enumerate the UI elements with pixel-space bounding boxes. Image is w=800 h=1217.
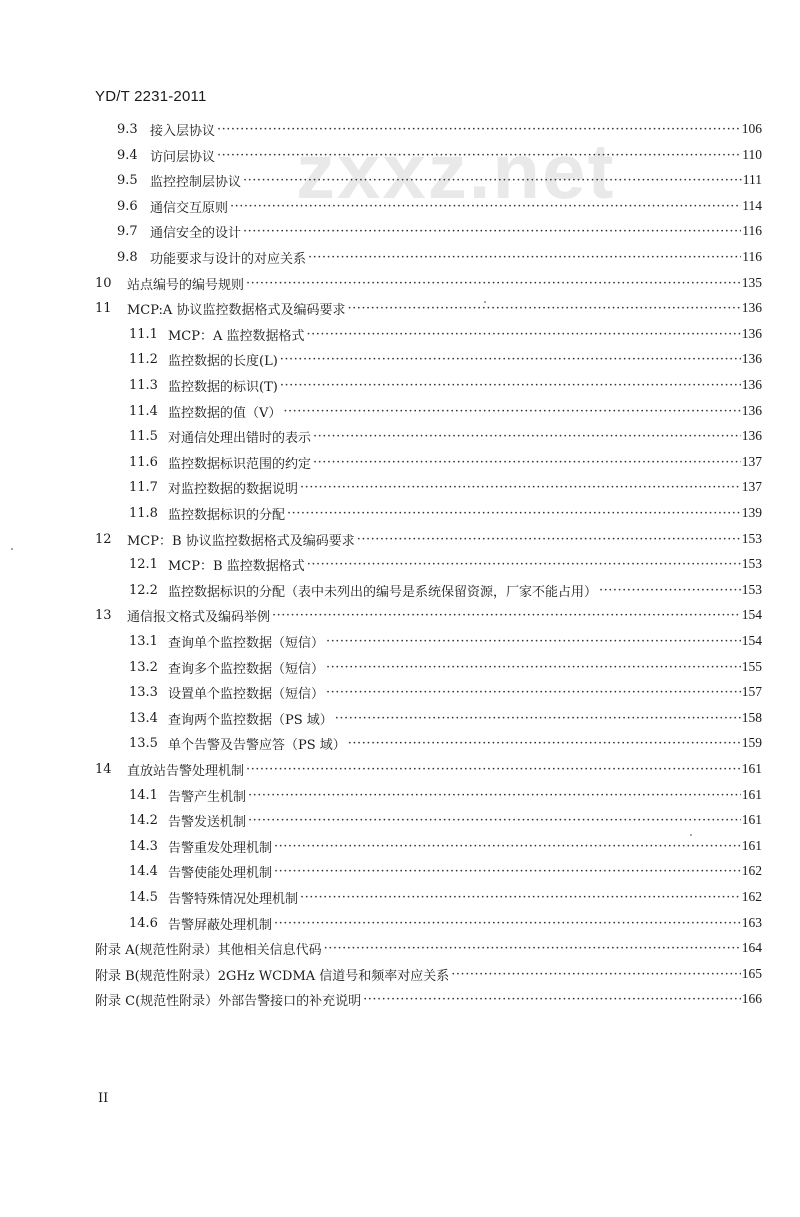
toc-entry-page: 161 [741, 838, 762, 853]
toc-entry-title: 监控数据标识的分配 [168, 507, 286, 523]
toc-entry-number: 12.1 [129, 556, 158, 572]
toc-entry-number: 9.3 [117, 121, 138, 137]
toc-entry-number: 9.6 [117, 198, 138, 214]
toc-entry-title: 通信交互原则 [150, 200, 229, 216]
toc-entry-title: 监控数据的标识(T) [168, 379, 278, 395]
toc-entry-number: 11 [95, 300, 112, 316]
toc-entry-page: 135 [741, 275, 762, 290]
toc-entry-page: 136 [741, 300, 762, 315]
dot-leader [230, 199, 741, 214]
toc-entry-number: 14.6 [129, 915, 158, 931]
toc-entry[interactable] [129, 860, 762, 882]
toc-entry-title: 查询单个监控数据（短信） [168, 635, 325, 651]
toc-entry[interactable] [95, 528, 762, 550]
toc-entry-page: 162 [741, 889, 762, 904]
toc-entry-page: 158 [741, 710, 762, 725]
dot-leader [283, 404, 740, 419]
dot-leader [451, 967, 740, 982]
toc-entry-number: 14.2 [129, 812, 158, 828]
toc-entry-title: 通信报文格式及编码举例 [127, 609, 271, 625]
toc-entry[interactable] [117, 144, 762, 166]
toc-entry[interactable] [129, 553, 762, 575]
dot-leader [217, 122, 741, 137]
toc-entry-title: 查询两个监控数据（PS 域） [168, 712, 333, 728]
toc-entry[interactable] [129, 656, 762, 678]
toc-entry[interactable] [117, 169, 762, 191]
dot-leader [274, 839, 741, 854]
toc-entry[interactable] [129, 451, 762, 473]
toc-entry-number: 13.4 [129, 710, 158, 726]
toc-entry-page: 111 [742, 172, 762, 187]
toc-entry[interactable] [129, 886, 762, 908]
toc-entry-title: 功能要求与设计的对应关系 [150, 251, 307, 267]
toc-entry-title: 附录 C(规范性附录）外部告警接口的补充说明 [95, 993, 362, 1009]
toc-entry-number: 14 [95, 761, 112, 777]
toc-entry[interactable] [129, 476, 762, 498]
toc-entry-number: 9.7 [117, 223, 138, 239]
toc-entry-number: 14.3 [129, 838, 158, 854]
toc-entry[interactable] [117, 220, 762, 242]
dot-leader [347, 301, 740, 316]
toc-entry-page: 136 [741, 428, 762, 443]
toc-entry-title: 告警产生机制 [168, 789, 247, 805]
toc-entry[interactable] [117, 195, 762, 217]
toc-entry-title: MCP：A 监控数据格式 [168, 328, 305, 344]
scan-speck [11, 548, 13, 550]
toc-entry-number: 13.1 [129, 633, 158, 649]
toc-entry-number: 9.4 [117, 147, 138, 163]
toc-entry-page: 137 [741, 454, 762, 469]
toc-entry-title: 监控数据的值（V） [168, 405, 282, 421]
toc-entry-page: 161 [741, 761, 762, 776]
toc-entry-page: 116 [742, 249, 762, 264]
dot-leader [243, 173, 742, 188]
toc-entry[interactable] [129, 732, 762, 754]
dot-leader [246, 276, 741, 291]
toc-entry-title: 附录 B(规范性附录）2GHz WCDMA 信道号和频率对应关系 [95, 968, 450, 984]
dot-leader [272, 608, 741, 623]
dot-leader [348, 736, 741, 751]
toc-entry[interactable] [129, 425, 762, 447]
toc-entry[interactable] [95, 937, 762, 959]
toc-entry-title: 对监控数据的数据说明 [168, 481, 299, 497]
toc-entry-number: 13 [95, 607, 112, 623]
dot-leader [326, 660, 741, 675]
toc-entry-number: 11.5 [129, 428, 158, 444]
toc-entry-page: 161 [741, 812, 762, 827]
toc-entry-page: 164 [741, 940, 762, 955]
toc-entry-number: 12 [95, 531, 112, 547]
toc-entry[interactable] [95, 758, 762, 780]
dot-leader [300, 480, 741, 495]
toc-entry-page: 136 [741, 403, 762, 418]
watermark: zxxz.net [296, 127, 616, 215]
toc-entry-title: 对通信处理出错时的表示 [168, 430, 312, 446]
toc-entry-title: 附录 A(规范性附录）其他相关信息代码 [95, 942, 322, 958]
dot-leader [280, 378, 741, 393]
toc-entry-number: 12.2 [129, 582, 158, 598]
toc-entry-page: 137 [741, 479, 762, 494]
dot-leader [217, 148, 741, 163]
toc-entry-page: 136 [741, 377, 762, 392]
toc-entry-title: 直放站告警处理机制 [127, 763, 245, 779]
toc-entry-page: 161 [741, 787, 762, 802]
toc-entry-title: 告警使能处理机制 [168, 865, 273, 881]
toc-entry-title: MCP：B 协议监控数据格式及编码要求 [127, 533, 355, 549]
toc-entry[interactable] [129, 835, 762, 857]
toc-entry-title: 告警特殊情况处理机制 [168, 891, 299, 907]
dot-leader [335, 711, 741, 726]
dot-leader [246, 762, 741, 777]
toc-entry-number: 11.8 [129, 505, 158, 521]
toc-entry[interactable] [95, 963, 762, 985]
toc-entry[interactable] [95, 988, 762, 1010]
toc-entry-page: 155 [741, 659, 762, 674]
toc-entry-number: 9.8 [117, 249, 138, 265]
toc-entry-title: 访问层协议 [150, 149, 216, 165]
dot-leader [287, 506, 741, 521]
scan-speck [690, 834, 692, 836]
toc-entry-title: 单个告警及告警应答（PS 域） [168, 737, 346, 753]
toc-entry[interactable] [95, 604, 762, 626]
toc-entry-page: 110 [742, 147, 762, 162]
toc-entry[interactable] [129, 579, 762, 601]
dot-leader [307, 327, 741, 342]
toc-entry[interactable] [129, 323, 762, 345]
toc-entry-title: 告警屏蔽处理机制 [168, 917, 273, 933]
toc-entry-page: 166 [741, 991, 762, 1006]
toc-entry[interactable] [129, 681, 762, 703]
toc-entry-number: 13.2 [129, 659, 158, 675]
dot-leader [357, 532, 741, 547]
toc-entry-title: 站点编号的编号规则 [127, 277, 245, 293]
toc-entry[interactable] [95, 272, 762, 294]
document-code: YD/T 2231-2011 [95, 88, 207, 105]
toc-entry-page: 139 [741, 505, 762, 520]
dot-leader [300, 890, 741, 905]
toc-entry-page: 153 [741, 556, 762, 571]
toc-entry[interactable] [117, 246, 762, 268]
toc-entry-page: 163 [741, 915, 762, 930]
toc-entry-number: 11.2 [129, 351, 158, 367]
toc-entry-page: 157 [741, 684, 762, 699]
toc-entry-page: 116 [742, 223, 762, 238]
toc-entry-number: 14.4 [129, 863, 158, 879]
dot-leader [274, 864, 741, 879]
toc-entry-number: 11.6 [129, 454, 158, 470]
toc-entry-page: 136 [741, 351, 762, 366]
dot-leader [326, 634, 741, 649]
toc-entry-page: 154 [741, 633, 762, 648]
dot-leader [307, 557, 741, 572]
dot-leader [326, 685, 741, 700]
page-number: II [98, 1091, 109, 1106]
toc-entry-title: 接入层协议 [150, 123, 216, 139]
toc-entry-number: 9.5 [117, 172, 138, 188]
toc-entry-title: 监控数据的长度(L) [168, 353, 278, 369]
toc-entry[interactable] [129, 912, 762, 934]
toc-entry-title: 通信安全的设计 [150, 225, 242, 241]
toc-entry-title: 监控数据标识范围的约定 [168, 456, 312, 472]
toc-entry-title: MCP:A 协议监控数据格式及编码要求 [127, 302, 346, 318]
toc-entry[interactable] [129, 784, 762, 806]
dot-leader [248, 788, 741, 803]
toc-entry-title: 告警重发处理机制 [168, 840, 273, 856]
toc-entry[interactable] [95, 297, 762, 319]
dot-leader [248, 813, 741, 828]
toc-entry[interactable] [129, 374, 762, 396]
toc-entry[interactable] [129, 348, 762, 370]
toc-entry-title: 告警发送机制 [168, 814, 247, 830]
toc-entry-page: 162 [741, 863, 762, 878]
toc-entry[interactable] [129, 502, 762, 524]
dot-leader [363, 992, 741, 1007]
toc-entry[interactable] [129, 630, 762, 652]
dot-leader [308, 250, 741, 265]
toc-entry-title: 查询多个监控数据（短信） [168, 661, 325, 677]
toc-entry-number: 14.1 [129, 787, 158, 803]
toc-entry[interactable] [129, 809, 762, 831]
toc-entry-page: 159 [741, 735, 762, 750]
toc-entry[interactable] [117, 118, 762, 140]
toc-entry-page: 114 [742, 198, 762, 213]
toc-entry[interactable] [129, 400, 762, 422]
toc-entry-number: 11.7 [129, 479, 158, 495]
dot-leader [313, 429, 741, 444]
toc-entry-title: 监控数据标识的分配（表中未列出的编号是系统保留资源，厂家不能占用） [168, 584, 598, 600]
toc-entry-page: 165 [741, 966, 762, 981]
toc-entry-page: 153 [741, 582, 762, 597]
dot-leader [274, 916, 741, 931]
toc-entry-number: 11.4 [129, 403, 158, 419]
toc-entry-title: MCP：B 监控数据格式 [168, 558, 305, 574]
toc-entry-title: 监控控制层协议 [150, 174, 242, 190]
toc-entry[interactable] [129, 707, 762, 729]
toc-entry-page: 136 [741, 326, 762, 341]
toc-entry-number: 13.5 [129, 735, 158, 751]
toc-entry-number: 11.3 [129, 377, 158, 393]
toc-entry-title: 设置单个监控数据（短信） [168, 686, 325, 702]
toc-entry-page: 154 [741, 607, 762, 622]
toc-entry-number: 11.1 [129, 326, 158, 342]
scan-speck [484, 301, 486, 303]
dot-leader [243, 224, 741, 239]
dot-leader [313, 455, 741, 470]
toc-entry-page: 106 [741, 121, 762, 136]
toc-entry-page: 153 [741, 531, 762, 546]
dot-leader [599, 583, 741, 598]
toc-entry-number: 14.5 [129, 889, 158, 905]
toc-entry-number: 10 [95, 275, 112, 291]
toc-entry-number: 13.3 [129, 684, 158, 700]
dot-leader [324, 941, 741, 956]
dot-leader [280, 352, 741, 367]
